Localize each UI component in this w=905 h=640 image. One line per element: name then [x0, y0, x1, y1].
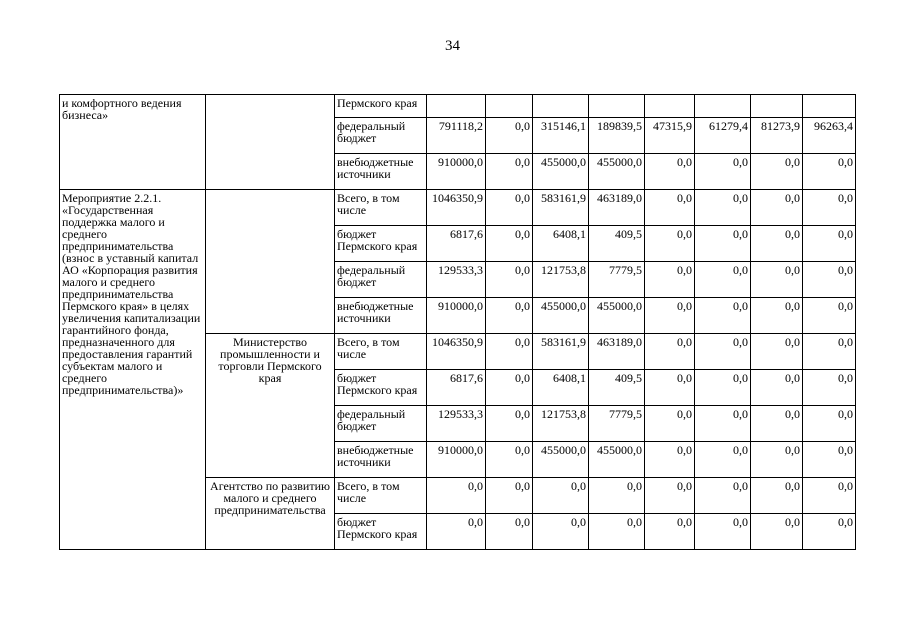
source-cell: внебюджетные источники: [335, 298, 427, 334]
source-cell: Всего, в том числе: [335, 190, 427, 226]
value-cell: 47315,9: [645, 118, 695, 154]
value-cell: 1046350,9: [427, 190, 486, 226]
value-cell: 463189,0: [589, 190, 645, 226]
value-cell: 81273,9: [751, 118, 803, 154]
value-cell: 0,0: [803, 478, 856, 514]
source-cell: бюджет Пермского края: [335, 514, 427, 550]
value-cell: 0,0: [427, 514, 486, 550]
value-cell: 0,0: [486, 262, 533, 298]
source-cell: Всего, в том числе: [335, 334, 427, 370]
value-cell: 121753,8: [533, 262, 589, 298]
value-cell: 6408,1: [533, 226, 589, 262]
value-cell: 0,0: [486, 190, 533, 226]
value-cell: 0,0: [645, 406, 695, 442]
value-cell: 6817,6: [427, 226, 486, 262]
table-row: [60, 190, 856, 226]
value-cell: 0,0: [751, 514, 803, 550]
value-cell: 409,5: [589, 226, 645, 262]
source-cell: федеральный бюджет: [335, 262, 427, 298]
value-cell: 0,0: [751, 298, 803, 334]
value-cell: 189839,5: [589, 118, 645, 154]
value-cell: 0,0: [803, 514, 856, 550]
value-cell: 910000,0: [427, 442, 486, 478]
value-cell: 910000,0: [427, 154, 486, 190]
value-cell: 0,0: [486, 154, 533, 190]
value-cell: 0,0: [803, 370, 856, 406]
value-cell: 0,0: [427, 478, 486, 514]
value-cell: 0,0: [533, 514, 589, 550]
value-cell: 0,0: [751, 190, 803, 226]
value-cell: 455000,0: [533, 298, 589, 334]
value-cell: 315146,1: [533, 118, 589, 154]
value-cell: 455000,0: [589, 442, 645, 478]
value-cell: 0,0: [695, 514, 751, 550]
value-cell: 0,0: [486, 406, 533, 442]
value-cell: 0,0: [803, 334, 856, 370]
value-cell: 0,0: [645, 370, 695, 406]
value-cell: 0,0: [803, 190, 856, 226]
value-cell: 7779,5: [589, 406, 645, 442]
budget-table: [59, 94, 856, 550]
value-cell: 0,0: [645, 154, 695, 190]
value-cell: 0,0: [645, 514, 695, 550]
value-cell: [533, 95, 589, 118]
value-cell: 0,0: [751, 406, 803, 442]
value-cell: 0,0: [751, 334, 803, 370]
source-cell: внебюджетные источники: [335, 442, 427, 478]
executor-cell: Министерство промышленности и торговли Пермского края: [206, 334, 335, 478]
value-cell: 0,0: [695, 226, 751, 262]
source-cell: Пермского края: [335, 95, 427, 118]
value-cell: 0,0: [695, 370, 751, 406]
value-cell: 0,0: [803, 262, 856, 298]
value-cell: 910000,0: [427, 298, 486, 334]
value-cell: 7779,5: [589, 262, 645, 298]
value-cell: 0,0: [645, 262, 695, 298]
page-number: 34: [445, 38, 460, 54]
value-cell: 0,0: [751, 370, 803, 406]
value-cell: 0,0: [645, 442, 695, 478]
source-cell: бюджет Пермского края: [335, 370, 427, 406]
value-cell: 0,0: [486, 478, 533, 514]
value-cell: 0,0: [695, 262, 751, 298]
value-cell: 61279,4: [695, 118, 751, 154]
value-cell: 0,0: [645, 478, 695, 514]
value-cell: 6408,1: [533, 370, 589, 406]
source-cell: внебюджетные источники: [335, 154, 427, 190]
value-cell: 0,0: [589, 478, 645, 514]
value-cell: 0,0: [751, 226, 803, 262]
value-cell: 0,0: [695, 190, 751, 226]
value-cell: 1046350,9: [427, 334, 486, 370]
value-cell: 0,0: [645, 298, 695, 334]
value-cell: 0,0: [803, 298, 856, 334]
value-cell: [427, 95, 486, 118]
executor-cell: [206, 190, 335, 334]
value-cell: 0,0: [751, 478, 803, 514]
table-row: [60, 95, 856, 118]
value-cell: 0,0: [486, 442, 533, 478]
value-cell: 0,0: [486, 298, 533, 334]
value-cell: 0,0: [695, 478, 751, 514]
value-cell: 0,0: [803, 226, 856, 262]
value-cell: [695, 95, 751, 118]
executor-cell: [206, 95, 335, 190]
value-cell: 129533,3: [427, 262, 486, 298]
value-cell: 0,0: [645, 190, 695, 226]
value-cell: 791118,2: [427, 118, 486, 154]
value-cell: 455000,0: [589, 154, 645, 190]
executor-cell: Агентство по развитию малого и среднего предпринимательства: [206, 478, 335, 550]
value-cell: 0,0: [751, 262, 803, 298]
value-cell: 409,5: [589, 370, 645, 406]
value-cell: 455000,0: [533, 154, 589, 190]
value-cell: 121753,8: [533, 406, 589, 442]
value-cell: 96263,4: [803, 118, 856, 154]
value-cell: 0,0: [751, 154, 803, 190]
event-cell: и комфортного ведения бизнеса»: [60, 95, 206, 190]
value-cell: 0,0: [533, 478, 589, 514]
source-cell: Всего, в том числе: [335, 478, 427, 514]
value-cell: 0,0: [486, 226, 533, 262]
value-cell: 0,0: [589, 514, 645, 550]
value-cell: 0,0: [695, 442, 751, 478]
value-cell: 0,0: [486, 334, 533, 370]
value-cell: 455000,0: [533, 442, 589, 478]
source-cell: федеральный бюджет: [335, 118, 427, 154]
value-cell: 0,0: [695, 154, 751, 190]
value-cell: 0,0: [803, 154, 856, 190]
value-cell: 0,0: [486, 118, 533, 154]
value-cell: 583161,9: [533, 334, 589, 370]
value-cell: [589, 95, 645, 118]
value-cell: 583161,9: [533, 190, 589, 226]
value-cell: [803, 95, 856, 118]
event-cell: Мероприятие 2.2.1. «Государственная поддержка малого и среднего предпринимательства (взнос в уставный капитал АО «Корпорация развития малого и среднего предпринимательства Пермского края» в целях увеличения капитализации гарантийного фонда, предназначенного для предоставления гарантий субъектам малого и среднего предпринимательства)»: [60, 190, 206, 550]
value-cell: 0,0: [695, 334, 751, 370]
value-cell: [645, 95, 695, 118]
value-cell: [751, 95, 803, 118]
value-cell: [486, 95, 533, 118]
source-cell: бюджет Пермского края: [335, 226, 427, 262]
value-cell: 129533,3: [427, 406, 486, 442]
value-cell: 0,0: [486, 370, 533, 406]
value-cell: 0,0: [695, 406, 751, 442]
value-cell: 0,0: [486, 514, 533, 550]
value-cell: 463189,0: [589, 334, 645, 370]
value-cell: 0,0: [645, 334, 695, 370]
value-cell: 6817,6: [427, 370, 486, 406]
value-cell: 455000,0: [589, 298, 645, 334]
value-cell: 0,0: [645, 226, 695, 262]
value-cell: 0,0: [803, 442, 856, 478]
value-cell: 0,0: [803, 406, 856, 442]
source-cell: федеральный бюджет: [335, 406, 427, 442]
value-cell: 0,0: [695, 298, 751, 334]
value-cell: 0,0: [751, 442, 803, 478]
